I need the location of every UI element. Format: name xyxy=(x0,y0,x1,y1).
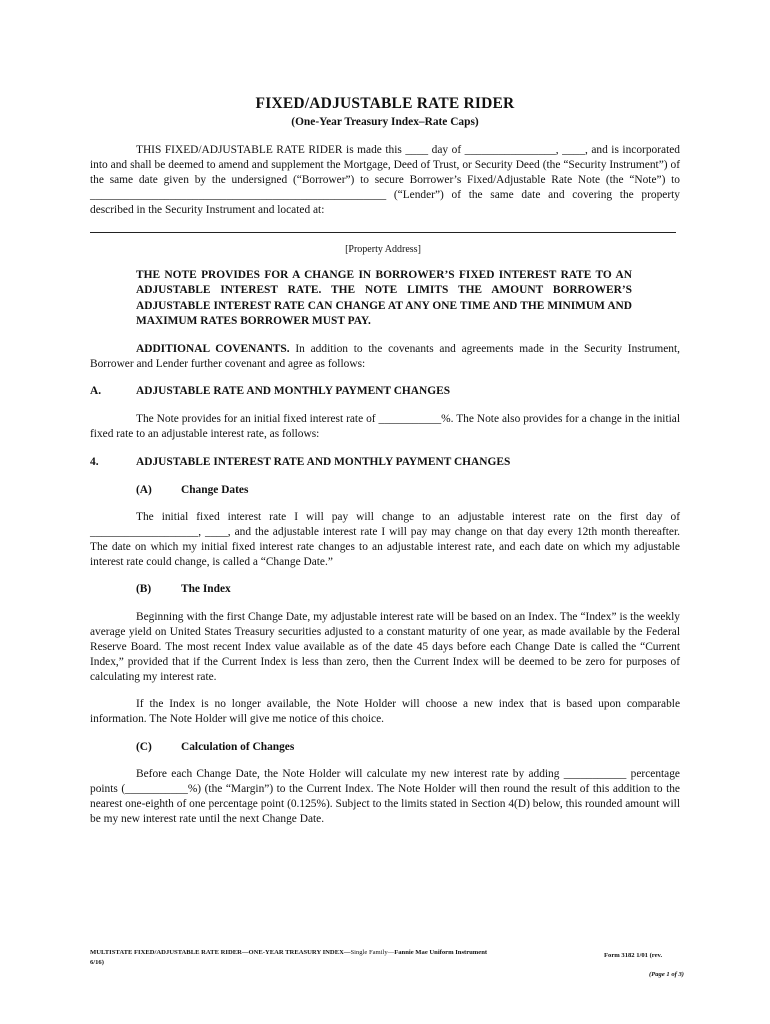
section-4-heading: ADJUSTABLE INTEREST RATE AND MONTHLY PAYMENT CHANGES xyxy=(136,456,511,468)
subsection-a-number: (A) xyxy=(136,484,152,496)
footer-title-main: MULTISTATE FIXED/ADJUSTABLE RATE RIDER—ONE-YEAR TREASURY INDEX— xyxy=(90,949,351,956)
subsection-b-heading: The Index xyxy=(181,583,231,595)
covenants-lead: ADDITIONAL COVENANTS. xyxy=(136,343,290,355)
footer-title-rev: 6/16) xyxy=(90,959,104,966)
section-a-number: A. xyxy=(90,385,102,397)
subsection-c-number: (C) xyxy=(136,741,152,753)
footer-form-number: Form 3182 1/01 (rev. xyxy=(604,952,663,959)
section-a-heading: ADJUSTABLE RATE AND MONTHLY PAYMENT CHANGES xyxy=(136,385,451,397)
subsection-a-paragraph: The initial fixed interest rate I will pay will change to an adjustable interest rate on the first day of ___________________, ____, and the adjustable interest rate I will pay may change on that day every 12th month thereafter. The date on which my initial fixed interest rate changes to an adjustable interest rate, and each date on which my adjustable interest rate could change, is called a “Change Date.” xyxy=(90,511,680,568)
notice-paragraph: THE NOTE PROVIDES FOR A CHANGE IN BORROWER’S FIXED INTEREST RATE TO AN ADJUSTABLE INTEREST RATE. THE NOTE LIMITS THE AMOUNT BORROWER’S ADJUSTABLE INTEREST RATE CAN CHANGE AT ANY ONE TIME AND THE MINIMUM AND MAXIMUM RATES BORROWER MUST PAY. xyxy=(136,269,632,328)
document-subtitle: (One-Year Treasury Index–Rate Caps) xyxy=(291,116,479,128)
footer-page-number: (Page 1 of 3) xyxy=(649,971,684,978)
covenants-paragraph xyxy=(90,342,680,372)
intro-paragraph: THIS FIXED/ADJUSTABLE RATE RIDER is made this ____ day of ________________, ____, and is incorporated into and shall be deemed to amend and supplement the Mortgage, Deed of Trust, or Security Deed (the “Security Instrument”) of the same date given by the undersigned (“Borrower”) to secure Borrower’s Fixed/Adjustable Rate Note (the “Note”) to ____________________________________________________ (“Lender”) of the same date and covering the property described in the Security Instrument and located at: xyxy=(90,144,680,216)
subsection-a-heading: Change Dates xyxy=(181,484,249,496)
subsection-b-paragraph-2: If the Index is no longer available, the Note Holder will choose a new index that is based upon comparable information. The Note Holder will give me notice of this choice. xyxy=(90,698,680,725)
subsection-c-paragraph: Before each Change Date, the Note Holder will calculate my new interest rate by adding ___________ percentage points (___________%) (the “Margin”) to the Current Index. The Note Holder will then round the result of this addition to the nearest one-eighth of one percentage point (0.125%). Subject to the limits stated in Section 4(D) below, this rounded amount will be my new interest rate until the next Change Date. xyxy=(90,768,680,825)
footer-title-fannie: Fannie Mae Uniform Instrument xyxy=(394,949,488,956)
subsection-b-number: (B) xyxy=(136,583,152,595)
footer-title-family: Single Family— xyxy=(350,949,395,956)
footer-form-title xyxy=(90,948,590,968)
subsection-c-heading: Calculation of Changes xyxy=(181,741,295,753)
property-address-label: [Property Address] xyxy=(345,244,421,255)
section-4-number: 4. xyxy=(90,456,99,468)
covenants-text: In addition to the covenants and agreements made in the Security Instrument, Borrower and Lender further covenant and agree as follows: xyxy=(90,343,680,370)
document-title: FIXED/ADJUSTABLE RATE RIDER xyxy=(255,95,515,112)
subsection-b-paragraph-1: Beginning with the first Change Date, my adjustable interest rate will be based on an Index. The “Index” is the weekly average yield on United States Treasury securities adjusted to a constant maturity of one year, as made available by the Federal Reserve Board. The most recent Index value available as of the date 45 days before each Change Date is called the “Current Index,” provided that if the Current Index is less than zero, then the Current Index will be deemed to be zero for purposes of calculating my interest rate. xyxy=(90,611,680,683)
section-a-paragraph: The Note provides for an initial fixed interest rate of ___________%. The Note also provides for a change in the initial fixed rate to an adjustable interest rate, as follows: xyxy=(90,413,680,440)
property-address-line xyxy=(90,232,676,233)
